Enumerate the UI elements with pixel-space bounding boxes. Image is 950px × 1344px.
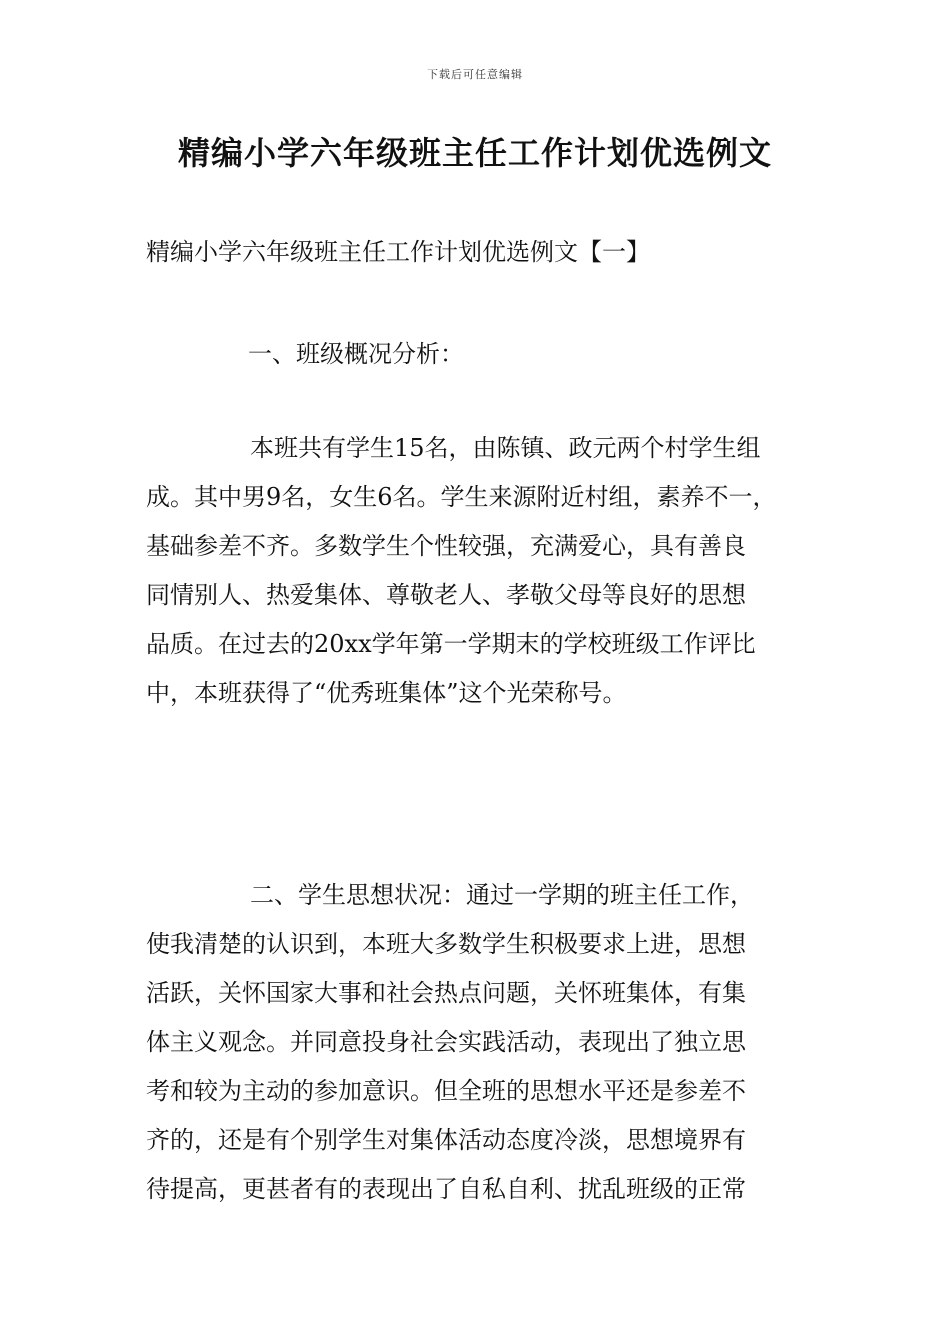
paragraph-line: 体主义观念。并同意投身社会实践活动，表现出了独立思 [146,1028,746,1056]
paragraph-line: 考和较为主动的参加意识。但全班的思想水平还是参差不 [146,1077,746,1105]
paragraph-line: 使我清楚的认识到，本班大多数学生积极要求上进，思想 [146,930,746,958]
paragraph-line: 本班共有学生15名，由陈镇、政元两个村学生组 [250,434,761,462]
paragraph-line: 中，本班获得了“优秀班集体”这个光荣称号。 [146,679,627,707]
paragraph-line: 基础参差不齐。多数学生个性较强，充满爱心，具有善良 [146,532,746,560]
document-subtitle: 精编小学六年级班主任工作计划优选例文【一】 [146,238,650,266]
paragraph-line: 品质。在过去的20xx学年第一学期末的学校班级工作评比 [146,630,756,658]
paragraph-line: 活跃，关怀国家大事和社会热点问题，关怀班集体，有集 [146,979,746,1007]
paragraph-line: 齐的，还是有个别学生对集体活动态度冷淡，思想境界有 [146,1126,746,1154]
paragraph-line: 同情别人、热爱集体、尊敬老人、孝敬父母等良好的思想 [146,581,746,609]
document-title: 精编小学六年级班主任工作计划优选例文 [177,134,772,172]
paragraph-line: 待提高，更甚者有的表现出了自私自利、扰乱班级的正常 [146,1175,746,1203]
paragraph-line: 成。其中男9名，女生6名。学生来源附近村组，素养不一， [146,483,777,511]
page-header-note: 下载后可任意编辑 [427,68,523,81]
paragraph-class-overview [146,424,826,718]
section-heading-class-overview: 一、班级概况分析： [248,340,464,368]
paragraph-line: 二、学生思想状况：通过一学期的班主任工作， [250,881,754,909]
paragraph-student-thinking [146,871,826,1214]
